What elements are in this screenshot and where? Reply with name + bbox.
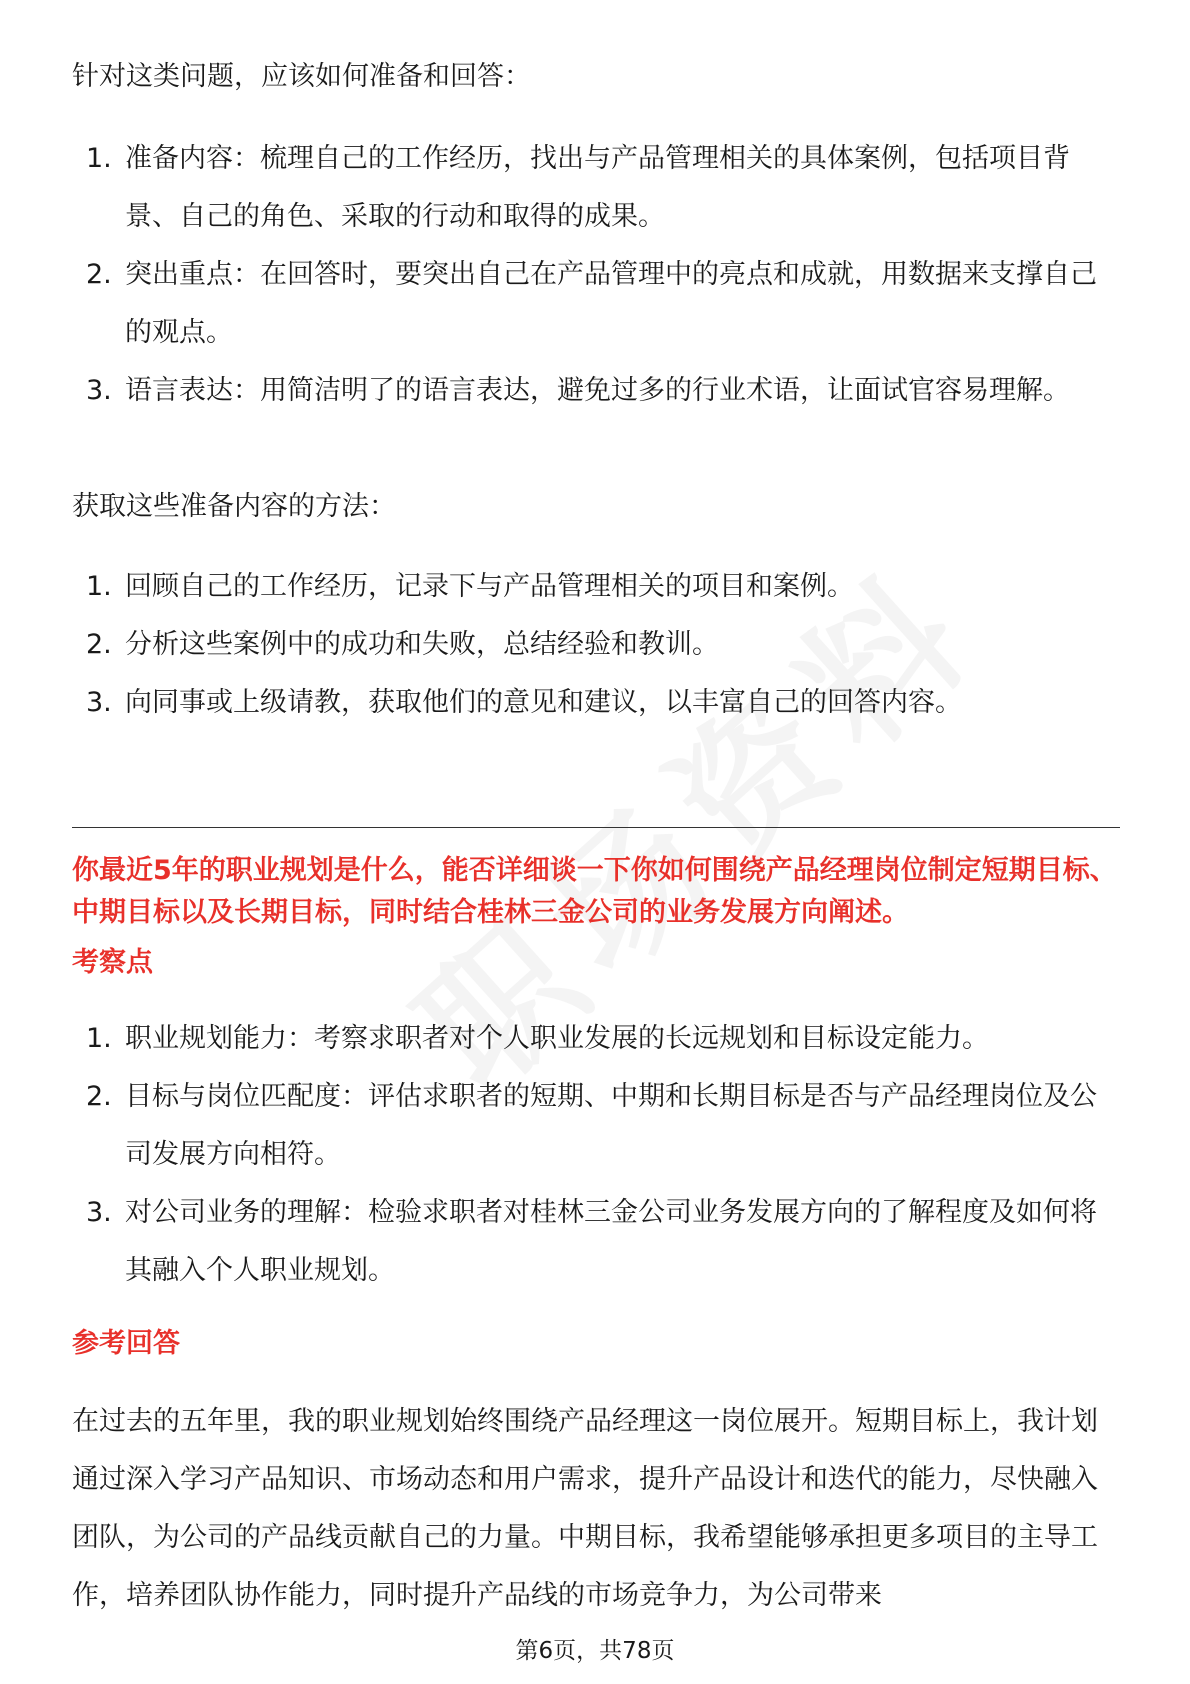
reference-heading: 参考回答: [72, 1328, 180, 1359]
list-number: 1.: [86, 143, 112, 174]
list-number: 3.: [86, 687, 112, 718]
list-text: 分析这些案例中的成功和失败，总结经验和教训。: [125, 629, 719, 660]
list-text: 回顾自己的工作经历，记录下与产品管理相关的项目和案例。: [125, 571, 854, 602]
list-text: 突出重点：在回答时，要突出自己在产品管理中的亮点和成就，用数据来支撑自己的观点。: [125, 259, 1097, 348]
focus-heading: 考察点: [72, 947, 153, 978]
list-item: [72, 362, 1120, 420]
list-text: 对公司业务的理解：检验求职者对桂林三金公司业务发展方向的了解程度及如何将其融入个人职业规划。: [125, 1197, 1097, 1286]
list-item: [72, 674, 1120, 732]
section-divider: [72, 827, 1120, 828]
list-text: 目标与岗位匹配度：评估求职者的短期、中期和长期目标是否与产品经理岗位及公司发展方向相符。: [125, 1081, 1097, 1170]
list-text: 职业规划能力：考察求职者对个人职业发展的长远规划和目标设定能力。: [125, 1023, 989, 1054]
list-number: 2.: [86, 629, 112, 660]
list-item: [72, 1184, 1120, 1300]
list-number: 1.: [86, 1023, 112, 1054]
list-number: 2.: [86, 259, 112, 290]
interview-question: 你最近5年的职业规划是什么，能否详细谈一下你如何围绕产品经理岗位制定短期目标、中期目标以及长期目标，同时结合桂林三金公司的业务发展方向阐述。: [72, 855, 1117, 928]
list-text: 语言表达：用简洁明了的语言表达，避免过多的行业术语，让面试官容易理解。: [125, 375, 1070, 406]
prep-list: [72, 130, 1120, 420]
list-number: 3.: [86, 1197, 112, 1228]
list-item: [72, 246, 1120, 362]
focus-list: [72, 1010, 1120, 1300]
methods-heading: 获取这些准备内容的方法：: [72, 491, 396, 522]
list-item: [72, 1010, 1120, 1068]
list-number: 2.: [86, 1081, 112, 1112]
list-number: 3.: [86, 375, 112, 406]
reference-answer: 在过去的五年里，我的职业规划始终围绕产品经理这一岗位展开。短期目标上，我计划通过深入学习产品知识、市场动态和用户需求，提升产品设计和迭代的能力，尽快融入团队，为公司的产品线贡献自己的力量。中期目标，我希望能够承担更多项目的主导工作，培养团队协作能力，同时提升产品线的市场竞争力，为公司带来: [72, 1406, 1098, 1611]
list-item: [72, 616, 1120, 674]
intro-heading: 针对这类问题，应该如何准备和回答：: [72, 61, 531, 92]
list-text: 准备内容：梳理自己的工作经历，找出与产品管理相关的具体案例，包括项目背景、自己的角色、采取的行动和取得的成果。: [125, 143, 1070, 232]
list-number: 1.: [86, 571, 112, 602]
list-item: [72, 1068, 1120, 1184]
list-item: [72, 558, 1120, 616]
list-text: 向同事或上级请教，获取他们的意见和建议，以丰富自己的回答内容。: [125, 687, 962, 718]
page-footer: 第6页，共78页: [515, 1638, 675, 1664]
list-item: [72, 130, 1120, 246]
methods-list: [72, 558, 1120, 732]
